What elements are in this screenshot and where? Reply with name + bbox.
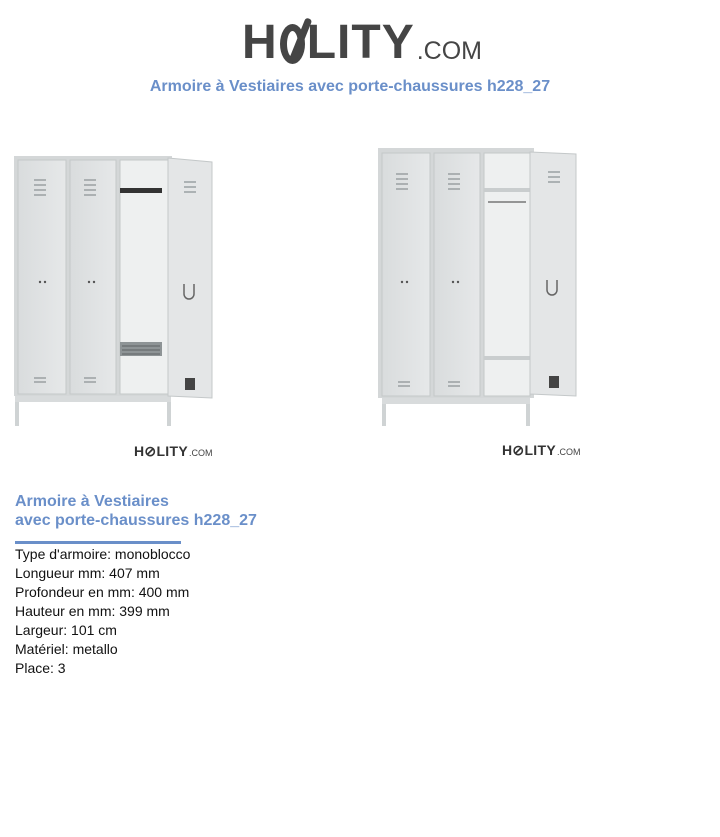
photo-watermark — [502, 443, 580, 457]
holity-logo[interactable] — [242, 10, 482, 68]
product-photo-open-shelf — [376, 146, 580, 430]
spec-item: Profondeur en mm: 400 mm — [15, 584, 190, 600]
watermark-suffix: .COM — [556, 447, 581, 457]
logo-letter-h: H — [242, 16, 278, 69]
page-title: Armoire à Vestiaires avec porte-chaussures h228_27 — [149, 78, 551, 95]
product-title-line2: avec porte-chaussures h228_27 — [15, 512, 257, 529]
product-title — [15, 492, 257, 530]
spec-item: Largeur: 101 cm — [15, 622, 117, 638]
photo-watermark — [134, 444, 212, 458]
watermark-letter-h: H — [134, 443, 145, 459]
watermark-suffix: .COM — [188, 448, 213, 458]
product-photo-open-shoe-rack — [12, 150, 217, 430]
product-title-line1: Armoire à Vestiaires — [15, 493, 169, 510]
spec-item: Type d'armoire: monoblocco — [15, 546, 191, 562]
logo-o-mark-icon — [280, 24, 305, 64]
spec-item: Matériel: metallo — [15, 641, 118, 657]
spec-item: Place: 3 — [15, 660, 66, 676]
logo-letters: LITY — [306, 16, 415, 69]
watermark-letters: LITY — [156, 443, 188, 459]
watermark-letter-h: H — [502, 442, 513, 458]
watermark-o-icon: ⊘ — [512, 442, 525, 458]
logo-suffix: .COM — [416, 37, 482, 65]
watermark-o-icon: ⊘ — [144, 443, 157, 459]
watermark-letters: LITY — [524, 442, 556, 458]
spec-list — [15, 545, 190, 678]
spec-item: Longueur mm: 407 mm — [15, 565, 160, 581]
title-underline — [15, 541, 181, 544]
spec-item: Hauteur en mm: 399 mm — [15, 603, 170, 619]
